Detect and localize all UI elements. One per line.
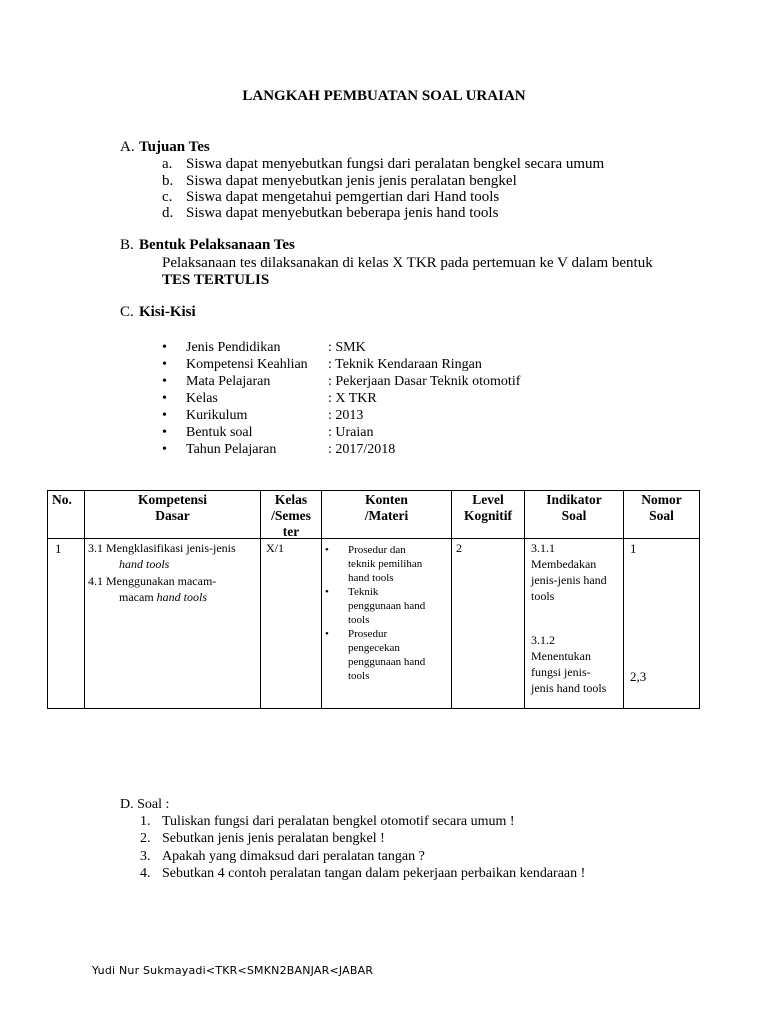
bullet-icon: • (162, 425, 167, 440)
list-item-line: pengecekan (348, 642, 400, 654)
header-indikator-soal (525, 492, 623, 524)
list-item-line: Prosedur (348, 628, 388, 640)
bullet-icon: • (325, 544, 329, 556)
header-text: Nomor (641, 492, 682, 507)
kisi-label: Mata Pelajaran (186, 374, 271, 389)
kisi-value: : Teknik Kendaraan Ringan (328, 357, 482, 372)
indikator-line: jenis hand tools (531, 681, 607, 695)
list-item-line: hand tools (348, 572, 394, 584)
list-item-marker: b. (162, 173, 174, 189)
kisi-label: Tahun Pelajaran (186, 442, 277, 457)
bullet-icon: • (162, 408, 167, 423)
kisi-value: : 2017/2018 (328, 442, 396, 457)
list-item: Siswa dapat menyebutkan fungsi dari peralatan bengkel secara umum (186, 156, 605, 172)
bullet-icon: • (162, 340, 167, 355)
list-item-marker: 2. (140, 831, 151, 846)
question-item: Tuliskan fungsi dari peralatan bengkel otomotif secara umum ! (162, 814, 515, 829)
header-text: ter (282, 524, 300, 539)
list-item-line: penggunaan hand (348, 600, 426, 612)
table-border-right (699, 490, 700, 709)
indikator-line: jenis-jenis hand (531, 573, 607, 587)
kisi-value: : Uraian (328, 425, 374, 440)
list-item-marker: 3. (140, 849, 151, 864)
table-header-divider (47, 538, 700, 539)
section-b-heading: Bentuk Pelaksanaan Tes (139, 237, 295, 253)
list-item (348, 543, 422, 585)
header-text: /Materi (364, 508, 409, 523)
bullet-icon: • (325, 586, 329, 598)
indikator-line: fungsi jenis- (531, 665, 591, 679)
kisi-value: : X TKR (328, 391, 377, 406)
indikator-line: Membedakan (531, 557, 597, 571)
section-b-letter: B. (120, 237, 134, 253)
header-text: Konten (365, 492, 408, 507)
header-text: Kompetensi (138, 492, 207, 507)
list-item-marker: d. (162, 205, 174, 221)
kisi-value: : SMK (328, 340, 366, 355)
cell-kd-2-italic: hand tools (156, 590, 207, 604)
bullet-icon: • (325, 628, 329, 640)
kisi-kisi-table (47, 490, 700, 709)
table-border-bottom (47, 708, 700, 709)
header-text: Level (472, 492, 504, 507)
list-item-marker: a. (162, 156, 173, 172)
header-text: No. (52, 492, 72, 507)
cell-indikator-1 (531, 540, 607, 604)
header-text: Indikator (546, 492, 602, 507)
kisi-label: Kelas (186, 391, 218, 406)
list-item-line: penggunaan hand (348, 656, 426, 668)
cell-nomor-2: 2,3 (630, 669, 647, 684)
bullet-icon: • (162, 391, 167, 406)
section-b-emphasis: TES TERTULIS (162, 272, 270, 288)
table-border-top (47, 490, 700, 491)
list-item: Siswa dapat menyebutkan beberapa jenis hand tools (186, 205, 499, 221)
list-item (348, 585, 425, 627)
cell-kd-2-word: macam (119, 590, 154, 604)
bullet-icon: • (162, 357, 167, 372)
indikator-line: tools (531, 589, 555, 603)
list-item-line: tools (348, 614, 370, 626)
section-c-letter: C. (120, 304, 134, 320)
list-item (348, 627, 425, 683)
indikator-code: 3.1.1 (531, 541, 555, 555)
cell-no: 1 (55, 541, 62, 556)
cell-kelas: X/1 (266, 541, 284, 555)
list-item-line: Teknik (348, 586, 379, 598)
kisi-value: : 2013 (328, 408, 364, 423)
cell-kd-2: 4.1 Menggunakan macam- (88, 574, 217, 588)
question-item: Apakah yang dimaksud dari peralatan tangan ? (162, 849, 425, 864)
list-item-marker: 4. (140, 866, 151, 881)
header-kompetensi-dasar (85, 492, 260, 524)
header-text: Kelas (274, 492, 308, 507)
section-c-heading: Kisi-Kisi (139, 304, 196, 320)
kisi-label: Bentuk soal (186, 425, 253, 440)
header-text: Soal (561, 508, 587, 523)
section-d-heading: D. Soal : (120, 797, 170, 812)
cell-level: 2 (456, 541, 462, 555)
list-item-line: tools (348, 670, 370, 682)
footer-author: Yudi Nur Sukmayadi<TKR<SMKN2BANJAR<JABAR (92, 964, 374, 977)
kisi-label: Jenis Pendidikan (186, 340, 281, 355)
cell-kd-2-cont (119, 589, 207, 605)
kisi-value: : Pekerjaan Dasar Teknik otomotif (328, 374, 521, 389)
section-a-heading: Tujuan Tes (139, 139, 210, 155)
cell-kd-1: 3.1 Mengklasifikasi jenis-jenis (88, 541, 236, 555)
section-a-letter: A. (120, 139, 135, 155)
kisi-label: Kompetensi Keahlian (186, 357, 308, 372)
table-border-left (47, 490, 48, 709)
list-item-marker: c. (162, 189, 173, 205)
indikator-line: Menentukan (531, 649, 591, 663)
cell-nomor-1: 1 (630, 541, 637, 556)
list-item-marker: 1. (140, 814, 151, 829)
header-no (52, 492, 82, 508)
bullet-icon: • (162, 374, 167, 389)
header-kelas-semester (261, 492, 321, 540)
header-text: Soal (649, 508, 674, 523)
header-text: Kognitif (463, 508, 512, 523)
list-item: Siswa dapat menyebutkan jenis jenis peralatan bengkel (186, 173, 517, 189)
question-item: Sebutkan 4 contoh peralatan tangan dalam pekerjaan perbaikan kendaraan ! (162, 866, 586, 881)
section-b-text: Pelaksanaan tes dilaksanakan di kelas X TKR pada pertemuan ke V dalam bentuk (162, 255, 653, 271)
header-level-kognitif (452, 492, 524, 524)
bullet-icon: • (162, 442, 167, 457)
cell-indikator-2 (531, 632, 606, 696)
list-item-line: Prosedur dan (348, 544, 406, 556)
list-item: Siswa dapat mengetahui pemgertian dari Hand tools (186, 189, 500, 205)
cell-kd-1-italic: hand tools (119, 557, 170, 571)
list-item-line: teknik pemilihan (348, 558, 423, 570)
header-text: Dasar (155, 508, 190, 523)
kisi-label: Kurikulum (186, 408, 248, 423)
indikator-code: 3.1.2 (531, 633, 555, 647)
page-title: LANGKAH PEMBUATAN SOAL URAIAN (242, 88, 526, 104)
header-konten-materi (322, 492, 451, 524)
header-nomor-soal (624, 492, 699, 524)
header-text: /Semes (271, 508, 311, 523)
question-item: Sebutkan jenis jenis peralatan bengkel ! (162, 831, 385, 846)
